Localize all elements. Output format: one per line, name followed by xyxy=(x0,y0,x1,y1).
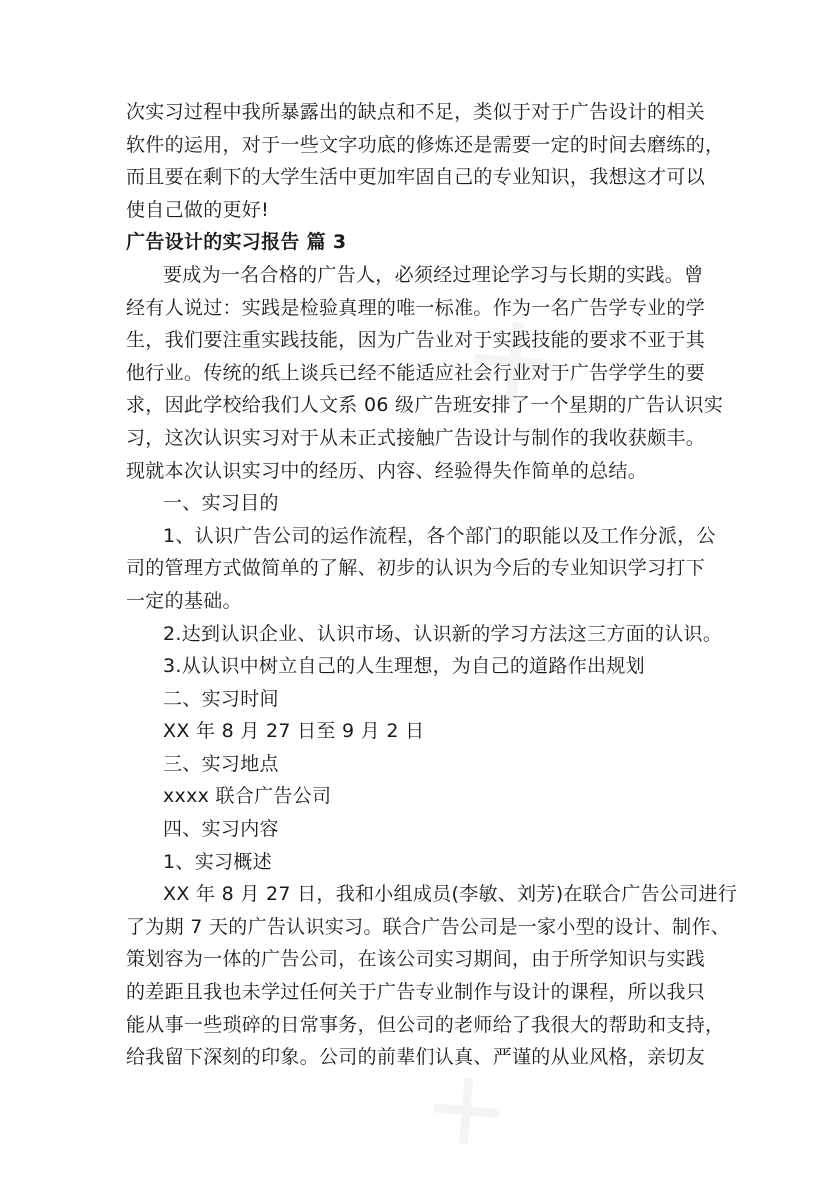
paragraph-line: 1、认识广告公司的运作流程，各个部门的职能以及工作分派，公 xyxy=(163,524,716,547)
paragraph-line: 他行业。传统的纸上谈兵已经不能适应社会行业对于广告学学生的要 xyxy=(126,361,706,384)
paragraph-line: XX 年 8 月 27 日，我和小组成员(李敏、刘芳)在联合广告公司进行 xyxy=(163,883,738,906)
paragraph-line: 习，这次认识实习对于从未正式接触广告设计与制作的我收获颇丰。 xyxy=(126,426,706,449)
paragraph-line: 一定的基础。 xyxy=(126,589,242,612)
paragraph-line: 使自己做的更好! xyxy=(126,198,270,221)
watermark: ✕ xyxy=(405,1048,531,1177)
paragraph-line: 的差距且我也未学过任何关于广告专业制作与设计的课程，所以我只 xyxy=(126,981,706,1004)
paragraph-line: 了为期 7 天的广告认识实习。联合广告公司是一家小型的设计、制作、 xyxy=(126,915,731,938)
paragraph-line: xxxx 联合广告公司 xyxy=(163,785,332,808)
paragraph-line: 司的管理方式做简单的了解、初步的认识为今后的专业知识学习打下 xyxy=(126,557,706,580)
subsection-title: 四、实习内容 xyxy=(163,818,279,841)
paragraph-line: 而且要在剩下的大学生活中更加牢固自己的专业知识，我想这才可以 xyxy=(126,166,706,189)
section-heading: 广告设计的实习报告 篇 3 xyxy=(126,231,347,254)
paragraph-line: 给我留下深刻的印象。公司的前辈们认真、严谨的从业风格，亲切友 xyxy=(126,1046,706,1069)
paragraph-line: 3.从认识中树立自己的人生理想，为自己的道路作出规划 xyxy=(163,655,645,678)
paragraph-line: 求，因此学校给我们人文系 06 级广告班安排了一个星期的广告认识实 xyxy=(126,394,724,417)
subsection-title: 一、实习目的 xyxy=(163,492,279,515)
paragraph-line: 现就本次认识实习中的经历、内容、经验得失作简单的总结。 xyxy=(126,459,648,482)
paragraph-line: 策划容为一体的广告公司，在该公司实习期间，由于所学知识与实践 xyxy=(126,948,706,971)
watermark: ✕ xyxy=(439,285,593,443)
subsection-title: 三、实习地点 xyxy=(163,752,279,775)
paragraph-line: 次实习过程中我所暴露出的缺点和不足，类似于对于广告设计的相关 xyxy=(126,101,706,123)
subsection-title: 1、实习概述 xyxy=(163,850,272,873)
paragraph-line: 2.达到认识企业、认识市场、认识新的学习方法这三方面的认识。 xyxy=(163,622,723,645)
paragraph-line: 生，我们要注重实践技能，因为广告业对于实践技能的要求不亚于其 xyxy=(126,329,706,352)
paragraph-line: 能从事一些琐碎的日常事务，但公司的老师给了我很大的帮助和支持， xyxy=(126,1013,725,1036)
paragraph-line: 经有人说过：实践是检验真理的唯一标准。作为一名广告学专业的学 xyxy=(126,296,706,319)
subsection-title: 二、实习时间 xyxy=(163,687,279,710)
paragraph-line: 要成为一名合格的广告人，必须经过理论学习与长期的实践。曾 xyxy=(163,263,704,286)
paragraph-line: 软件的运用，对于一些文字功底的修炼还是需要一定的时间去磨练的， xyxy=(126,133,725,156)
document-page xyxy=(126,96,738,1074)
paragraph-line: XX 年 8 月 27 日至 9 月 2 日 xyxy=(163,720,425,743)
